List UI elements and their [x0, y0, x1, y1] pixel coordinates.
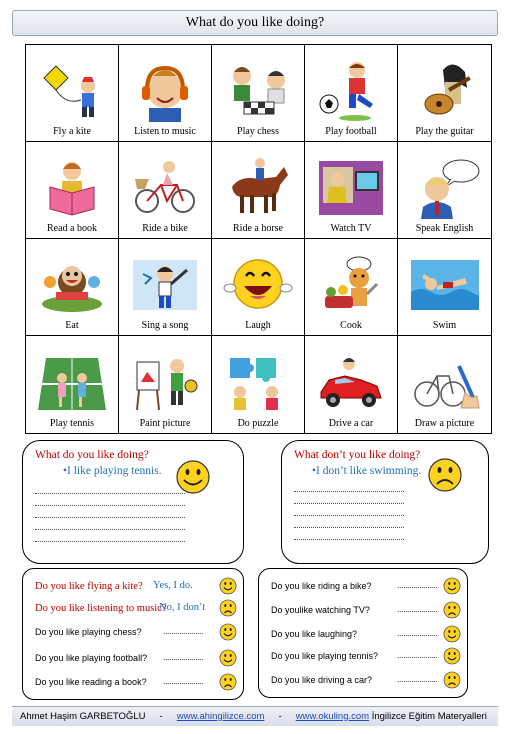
puzzle-icon — [222, 352, 294, 414]
activity-cell — [398, 45, 491, 142]
happy-smiley-icon — [175, 459, 211, 495]
answer-text: Yes, I do. — [153, 580, 193, 591]
activity-label: Ride a bike — [142, 223, 188, 234]
activity-label: Swim — [432, 320, 457, 331]
activity-cell — [26, 142, 119, 239]
footer-separator: - — [278, 711, 282, 722]
activity-cell — [119, 336, 212, 433]
sing-icon — [129, 254, 201, 316]
eat-icon — [36, 254, 108, 316]
activity-cell — [305, 45, 398, 142]
footer-separator: - — [159, 711, 163, 722]
question-text: Do youlike watching TV? — [271, 605, 370, 615]
activity-label: Fly a kite — [53, 126, 91, 137]
activity-label: Play the guitar — [415, 126, 474, 137]
question-text: Do you like listening to music? — [35, 603, 167, 614]
draw-icon — [409, 352, 481, 414]
happy-smiley-icon — [219, 577, 237, 595]
activity-cell — [212, 239, 305, 336]
happy-smiley-icon — [443, 625, 461, 643]
answer-text: No, I don’t — [159, 602, 206, 613]
activity-label: Read a book — [47, 223, 97, 234]
activity-label: Listen to music — [134, 126, 196, 137]
footer-author: Ahmet Haşim GARBETOĞLU — [20, 711, 146, 722]
worksheet-title: What do you like doing? — [12, 10, 498, 36]
happy-smiley-icon — [443, 647, 461, 665]
dislike-example-answer: •I don’t like swimming. — [312, 465, 422, 477]
footer-link-ahingilizce[interactable]: www.ahingilizce.com — [176, 711, 265, 722]
activity-label: Laugh — [245, 320, 271, 331]
activity-cell — [26, 45, 119, 142]
happy-smiley-icon — [219, 623, 237, 641]
question-text: Do you like reading a book? — [35, 677, 147, 687]
activity-label: Play tennis — [49, 418, 95, 429]
laugh-icon — [222, 254, 294, 316]
question-text: Do you like driving a car? — [271, 675, 373, 685]
tv-icon — [315, 157, 387, 219]
like-example-answer: •I like playing tennis. — [63, 465, 162, 477]
book-icon — [36, 157, 108, 219]
activity-label: Draw a picture — [414, 418, 475, 429]
answer-blank[interactable]: .................... — [163, 676, 204, 686]
question-text: Do you like riding a bike? — [271, 581, 372, 591]
question-text: Do you like playing football? — [35, 653, 148, 663]
sad-smiley-icon — [219, 599, 237, 617]
activity-cell — [305, 336, 398, 433]
activity-cell — [305, 239, 398, 336]
activity-grid — [25, 44, 492, 434]
activity-cell — [398, 239, 491, 336]
football-icon — [315, 60, 387, 122]
like-speech-bubble — [22, 440, 244, 564]
activity-label: Do puzzle — [237, 418, 279, 429]
guitar-icon — [409, 60, 481, 122]
activity-label: Watch TV — [330, 223, 372, 234]
activity-label: Sing a song — [141, 320, 189, 331]
headphones-icon — [129, 60, 201, 122]
happy-smiley-icon — [219, 649, 237, 667]
question-text: Do you like playing tennis? — [271, 651, 379, 661]
answer-blank[interactable]: .................... — [397, 650, 438, 660]
right-question-panel — [258, 568, 468, 698]
answer-blank[interactable]: .................... — [397, 604, 438, 614]
activity-label: Ride a horse — [233, 223, 283, 234]
question-text: Do you like flying a kite? — [35, 581, 143, 592]
activity-label: Eat — [65, 320, 79, 331]
bike-icon — [129, 157, 201, 219]
activity-cell — [26, 239, 119, 336]
answer-blank[interactable]: .................... — [163, 652, 204, 662]
activity-cell — [119, 142, 212, 239]
activity-label: Drive a car — [328, 418, 374, 429]
activity-cell — [212, 336, 305, 433]
activity-label: Cook — [340, 320, 362, 331]
activity-cell — [26, 336, 119, 433]
activity-label: Speak English — [415, 223, 474, 234]
activity-cell — [119, 45, 212, 142]
activity-cell — [398, 142, 491, 239]
paint-icon — [129, 352, 201, 414]
activity-cell — [212, 142, 305, 239]
question-text: Do you like laughing? — [271, 629, 358, 639]
cook-icon — [315, 254, 387, 316]
footer-tagline: İngilizce Eğitim Materyalleri — [369, 711, 487, 722]
activity-cell — [305, 142, 398, 239]
activity-label: Play chess — [237, 126, 279, 137]
answer-blank[interactable]: .................... — [397, 628, 438, 638]
answer-blank[interactable]: .................... — [163, 626, 204, 636]
sad-smiley-icon — [443, 601, 461, 619]
left-question-panel — [22, 568, 244, 700]
dislike-question: What don’t you like doing? — [294, 449, 421, 461]
speech-icon — [409, 157, 481, 219]
tennis-icon — [36, 352, 108, 414]
footer-bar — [12, 706, 498, 726]
activity-label: Paint picture — [139, 418, 191, 429]
dislike-speech-bubble — [281, 440, 489, 564]
horse-icon — [222, 157, 294, 219]
footer-link-okuling[interactable]: www.okuling.com — [295, 711, 370, 722]
question-text: Do you like playing chess? — [35, 627, 142, 637]
answer-blank[interactable]: .................... — [397, 580, 438, 590]
swim-icon — [409, 254, 481, 316]
activity-cell — [119, 239, 212, 336]
answer-blank[interactable]: .................... — [397, 674, 438, 684]
sad-smiley-icon — [443, 671, 461, 689]
car-icon — [315, 352, 387, 414]
activity-cell — [212, 45, 305, 142]
sad-smiley-icon — [427, 457, 463, 493]
activity-cell — [398, 336, 491, 433]
kite-icon — [36, 60, 108, 122]
like-question: What do you like doing? — [35, 449, 149, 461]
happy-smiley-icon — [443, 577, 461, 595]
activity-label: Play football — [325, 126, 377, 137]
chess-icon — [222, 60, 294, 122]
sad-smiley-icon — [219, 673, 237, 691]
